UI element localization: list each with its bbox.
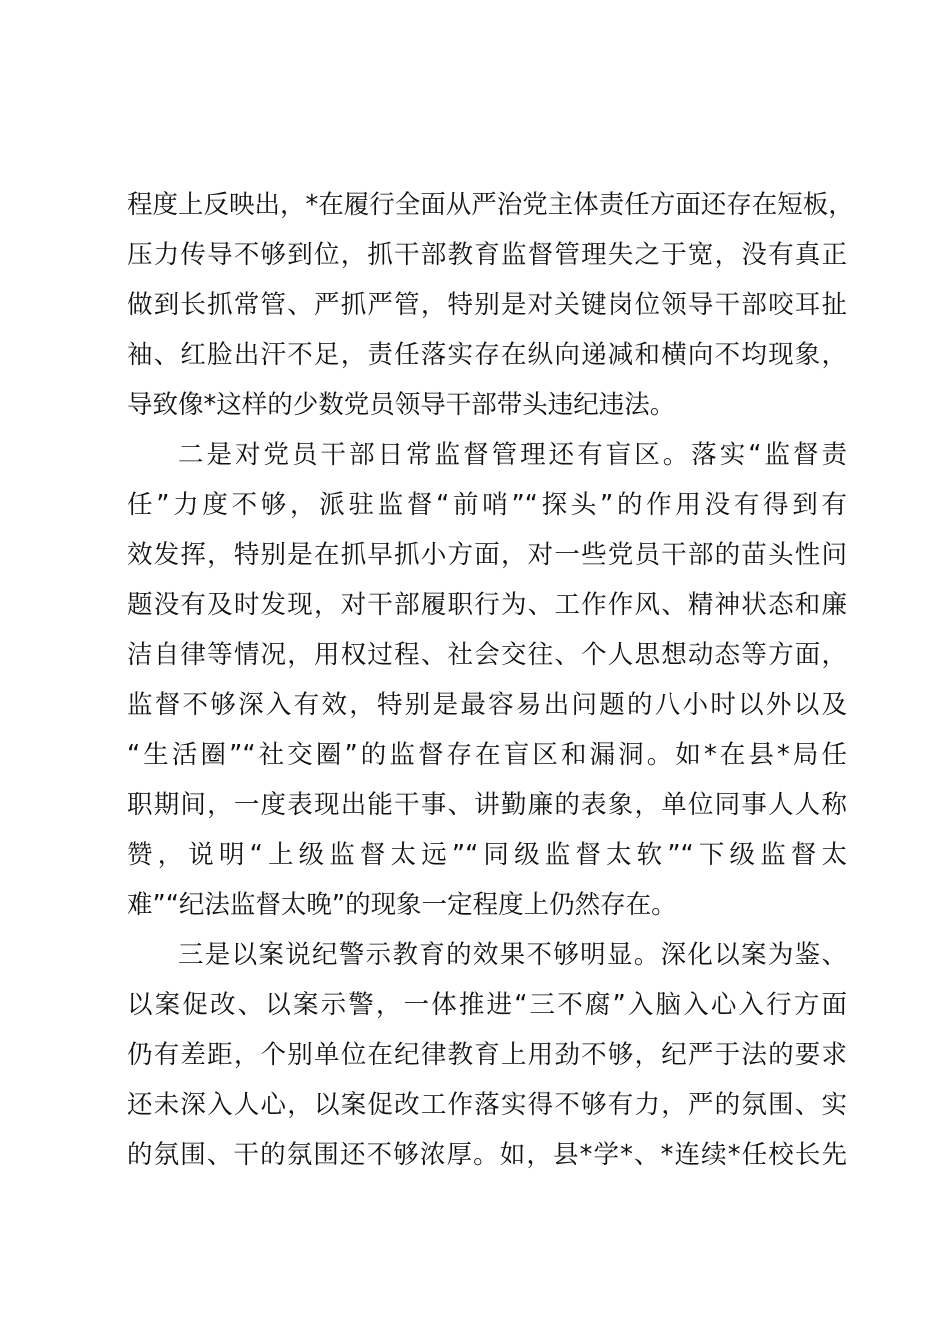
- text-line: “生活圈”“社交圈”的监督存在盲区和漏洞。如*在县*局任: [127, 740, 847, 770]
- text-line: 难”“纪法监督太晚”的现象一定程度上仍然存在。: [127, 890, 677, 920]
- text-line: 做到长抓常管、严抓严管，特别是对关键岗位领导干部咬耳扯: [127, 290, 847, 320]
- text-line: 以案促改、以案示警，一体推进“三不腐”入脑入心入行方面: [127, 990, 847, 1020]
- text-line: 职期间，一度表现出能干事、讲勤廉的表象，单位同事人人称: [127, 790, 847, 820]
- text-line: 的氛围、干的氛围还不够浓厚。如，县*学*、*连续*任校长先: [127, 1140, 847, 1170]
- text-line: 程度上反映出，*在履行全面从严治党主体责任方面还存在短板，: [127, 190, 854, 220]
- text-line: 压力传导不够到位，抓干部教育监督管理失之于宽，没有真正: [127, 240, 847, 270]
- text-line: 还未深入人心，以案促改工作落实得不够有力，严的氛围、实: [127, 1090, 847, 1120]
- text-line: 效发挥，特别是在抓早抓小方面，对一些党员干部的苗头性问: [127, 540, 847, 570]
- text-line: 监督不够深入有效，特别是最容易出问题的八小时以外以及: [127, 690, 847, 720]
- text-line: 题没有及时发现，对干部履职行为、工作作风、精神状态和廉: [127, 590, 847, 620]
- text-line: 任”力度不够，派驻监督“前哨”“探头”的作用没有得到有: [127, 490, 847, 520]
- text-line: 洁自律等情况，用权过程、社会交往、个人思想动态等方面，: [127, 640, 847, 670]
- paragraph-first-line: 三是以案说纪警示教育的效果不够明显。深化以案为鉴、: [178, 940, 847, 970]
- paragraph-first-line: 二是对党员干部日常监督管理还有盲区。落实“监督责: [178, 440, 847, 470]
- text-line: 赞，说明“上级监督太远”“同级监督太软”“下级监督太: [127, 840, 847, 870]
- text-line: 仍有差距，个别单位在纪律教育上用劲不够，纪严于法的要求: [127, 1040, 847, 1070]
- text-line: 导致像*这样的少数党员领导干部带头违纪违法。: [127, 390, 676, 420]
- text-line: 袖、红脸出汗不足，责任落实存在纵向递减和横向不均现象，: [127, 340, 847, 370]
